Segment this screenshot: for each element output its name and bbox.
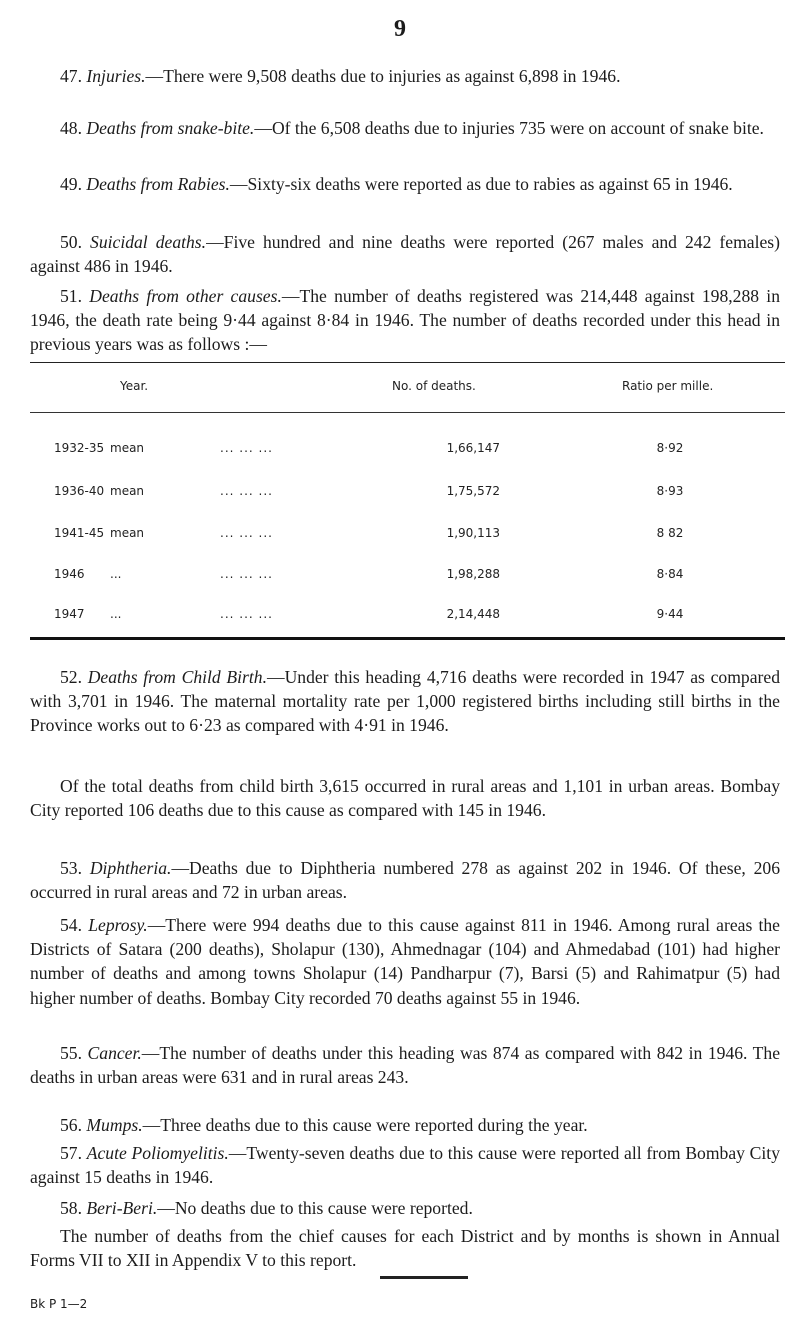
row-ratio: 9·44 bbox=[656, 607, 684, 621]
table-row bbox=[30, 607, 785, 627]
row-deaths: 1,98,288 bbox=[446, 567, 500, 581]
paragraph-text: —Three deaths due to this cause were reported during the year. bbox=[142, 1115, 588, 1135]
paragraph-number: 50. bbox=[60, 232, 82, 252]
row-year: 1936-40 bbox=[54, 484, 105, 498]
paragraph-closing bbox=[30, 1224, 780, 1272]
row-deaths: 2,14,448 bbox=[446, 607, 500, 621]
paragraph-heading: Deaths from Rabies. bbox=[86, 174, 230, 194]
table-rule-top bbox=[30, 362, 785, 363]
row-leader: ... ... ... bbox=[220, 484, 273, 498]
paragraph-57 bbox=[30, 1141, 780, 1189]
table-row bbox=[30, 567, 785, 587]
paragraph-text: —There were 994 deaths due to this cause against 811 in 1946. Among rural areas the Districts of Satara (200 deaths), Sholapur (130), Ahmednagar (104) and Ahmedabad (101) had higher number of deaths and among towns Sholapur (14) Pandharpur (7), Barsi (5) and Rahimatpur (5) had higher number of deaths. Bombay City recorded 70 deaths against 55 in 1946. bbox=[30, 915, 780, 1008]
paragraph-47 bbox=[30, 64, 780, 88]
paragraph-48 bbox=[30, 116, 780, 140]
paragraph-number: 54. bbox=[60, 915, 82, 935]
paragraph-number: 55. bbox=[60, 1043, 82, 1063]
row-year: 1941-45 bbox=[54, 526, 105, 540]
header-year: Year. bbox=[120, 379, 149, 393]
paragraph-number: 57. bbox=[60, 1143, 82, 1163]
paragraph-text: —The number of deaths under this heading was 874 as compared with 842 in 1946. The deaths in urban areas were 631 and in rural areas 243. bbox=[30, 1043, 781, 1088]
paragraph-text: —No deaths due to this cause were reported. bbox=[157, 1198, 473, 1218]
row-ratio: 8·84 bbox=[656, 567, 684, 581]
paragraph-heading: Leprosy. bbox=[88, 915, 148, 935]
paragraph-55 bbox=[30, 1041, 780, 1089]
paragraph-text: —The number of deaths registered was 214,448 against 198,288 in 1946, the death rate being 9·44 against 8·84 in 1946. The number of deaths recorded under this head in previous years was as follows :— bbox=[30, 286, 780, 355]
header-ratio: Ratio per mille. bbox=[622, 379, 714, 393]
row-label: mean bbox=[110, 526, 145, 540]
paragraph-54 bbox=[30, 913, 780, 1010]
paragraph-52-cont bbox=[30, 774, 780, 822]
row-leader: ... ... ... bbox=[220, 526, 273, 540]
paragraph-number: 52. bbox=[60, 667, 82, 687]
paragraph-52 bbox=[30, 665, 780, 738]
paragraph-heading: Diphtheria. bbox=[89, 858, 172, 878]
paragraph-number: 58. bbox=[60, 1198, 82, 1218]
paragraph-heading: Deaths from snake-bite. bbox=[86, 118, 255, 138]
paragraph-56 bbox=[30, 1113, 780, 1137]
paragraph-number: 53. bbox=[60, 858, 82, 878]
row-label: mean bbox=[110, 441, 145, 455]
row-label: mean bbox=[110, 484, 145, 498]
paragraph-number: 49. bbox=[60, 174, 82, 194]
paragraph-number: 51. bbox=[60, 286, 82, 306]
paragraph-heading: Injuries. bbox=[86, 66, 146, 86]
paragraph-number: 47. bbox=[60, 66, 82, 86]
paragraph-text: —Five hundred and nine deaths were reported (267 males and 242 females) against 486 in 1946. bbox=[30, 232, 780, 277]
paragraph-heading: Deaths from Child Birth. bbox=[87, 667, 267, 687]
paragraph-text: Of the total deaths from child birth 3,615 occurred in rural areas and 1,101 in urban areas. Bombay City reported 106 deaths due to this cause as compared with 145 in 1946. bbox=[30, 776, 780, 821]
paragraph-text: —Under this heading 4,716 deaths were recorded in 1947 as compared with 3,701 in 1946. The maternal mortality rate per 1,000 registered births including still births in the Province works out to 6·23 as compared with 4·91 in 1946. bbox=[30, 667, 780, 736]
row-deaths: 1,90,113 bbox=[446, 526, 500, 540]
footer-code: Bk P 1—2 bbox=[30, 1297, 88, 1311]
paragraph-text: —Twenty-seven deaths due to this cause were reported all from Bombay City against 15 deaths in 1946. bbox=[30, 1143, 780, 1188]
row-deaths: 1,75,572 bbox=[446, 484, 500, 498]
paragraph-text: —Deaths due to Diphtheria numbered 278 as against 202 in 1946. Of these, 206 occurred in rural areas and 72 in urban areas. bbox=[30, 858, 780, 903]
table-rule-header bbox=[30, 412, 785, 413]
row-ratio: 8·93 bbox=[656, 484, 684, 498]
paragraph-text: —Sixty-six deaths were reported as due to rabies as against 65 in 1946. bbox=[229, 174, 733, 194]
page-number: 9 bbox=[394, 16, 406, 42]
table-row bbox=[30, 441, 785, 461]
row-leader: ... ... ... bbox=[220, 567, 273, 581]
footer-rule bbox=[380, 1276, 468, 1279]
table-row bbox=[30, 526, 785, 546]
row-deaths: 1,66,147 bbox=[446, 441, 500, 455]
paragraph-heading: Cancer. bbox=[87, 1043, 142, 1063]
paragraph-heading: Beri-Beri. bbox=[86, 1198, 158, 1218]
header-deaths: No. of deaths. bbox=[392, 379, 476, 393]
paragraph-53 bbox=[30, 856, 780, 904]
row-label: ... bbox=[110, 567, 122, 581]
paragraph-heading: Deaths from other causes. bbox=[89, 286, 282, 306]
paragraph-heading: Mumps. bbox=[86, 1115, 143, 1135]
paragraph-text: The number of deaths from the chief causes for each District and by months is shown in Annual Forms VII to XII in Appendix V to this report. bbox=[30, 1226, 780, 1271]
row-year: 1946 bbox=[54, 567, 85, 581]
paragraph-heading: Suicidal deaths. bbox=[90, 232, 207, 252]
row-year: 1932-35 bbox=[54, 441, 105, 455]
paragraph-51 bbox=[30, 284, 780, 357]
paragraph-50 bbox=[30, 230, 780, 278]
paragraph-text: —Of the 6,508 deaths due to injuries 735 were on account of snake bite. bbox=[254, 118, 764, 138]
paragraph-text: —There were 9,508 deaths due to injuries as against 6,898 in 1946. bbox=[145, 66, 621, 86]
row-leader: ... ... ... bbox=[220, 441, 273, 455]
row-label: ... bbox=[110, 607, 122, 621]
paragraph-number: 48. bbox=[60, 118, 82, 138]
row-ratio: 8 82 bbox=[656, 526, 684, 540]
paragraph-58 bbox=[30, 1196, 780, 1220]
row-ratio: 8·92 bbox=[656, 441, 684, 455]
table-rule-bottom bbox=[30, 637, 785, 640]
row-leader: ... ... ... bbox=[220, 607, 273, 621]
row-year: 1947 bbox=[54, 607, 85, 621]
paragraph-heading: Acute Poliomyelitis. bbox=[86, 1143, 229, 1163]
paragraph-number: 56. bbox=[60, 1115, 82, 1135]
paragraph-49 bbox=[30, 172, 780, 196]
table-row bbox=[30, 484, 785, 504]
